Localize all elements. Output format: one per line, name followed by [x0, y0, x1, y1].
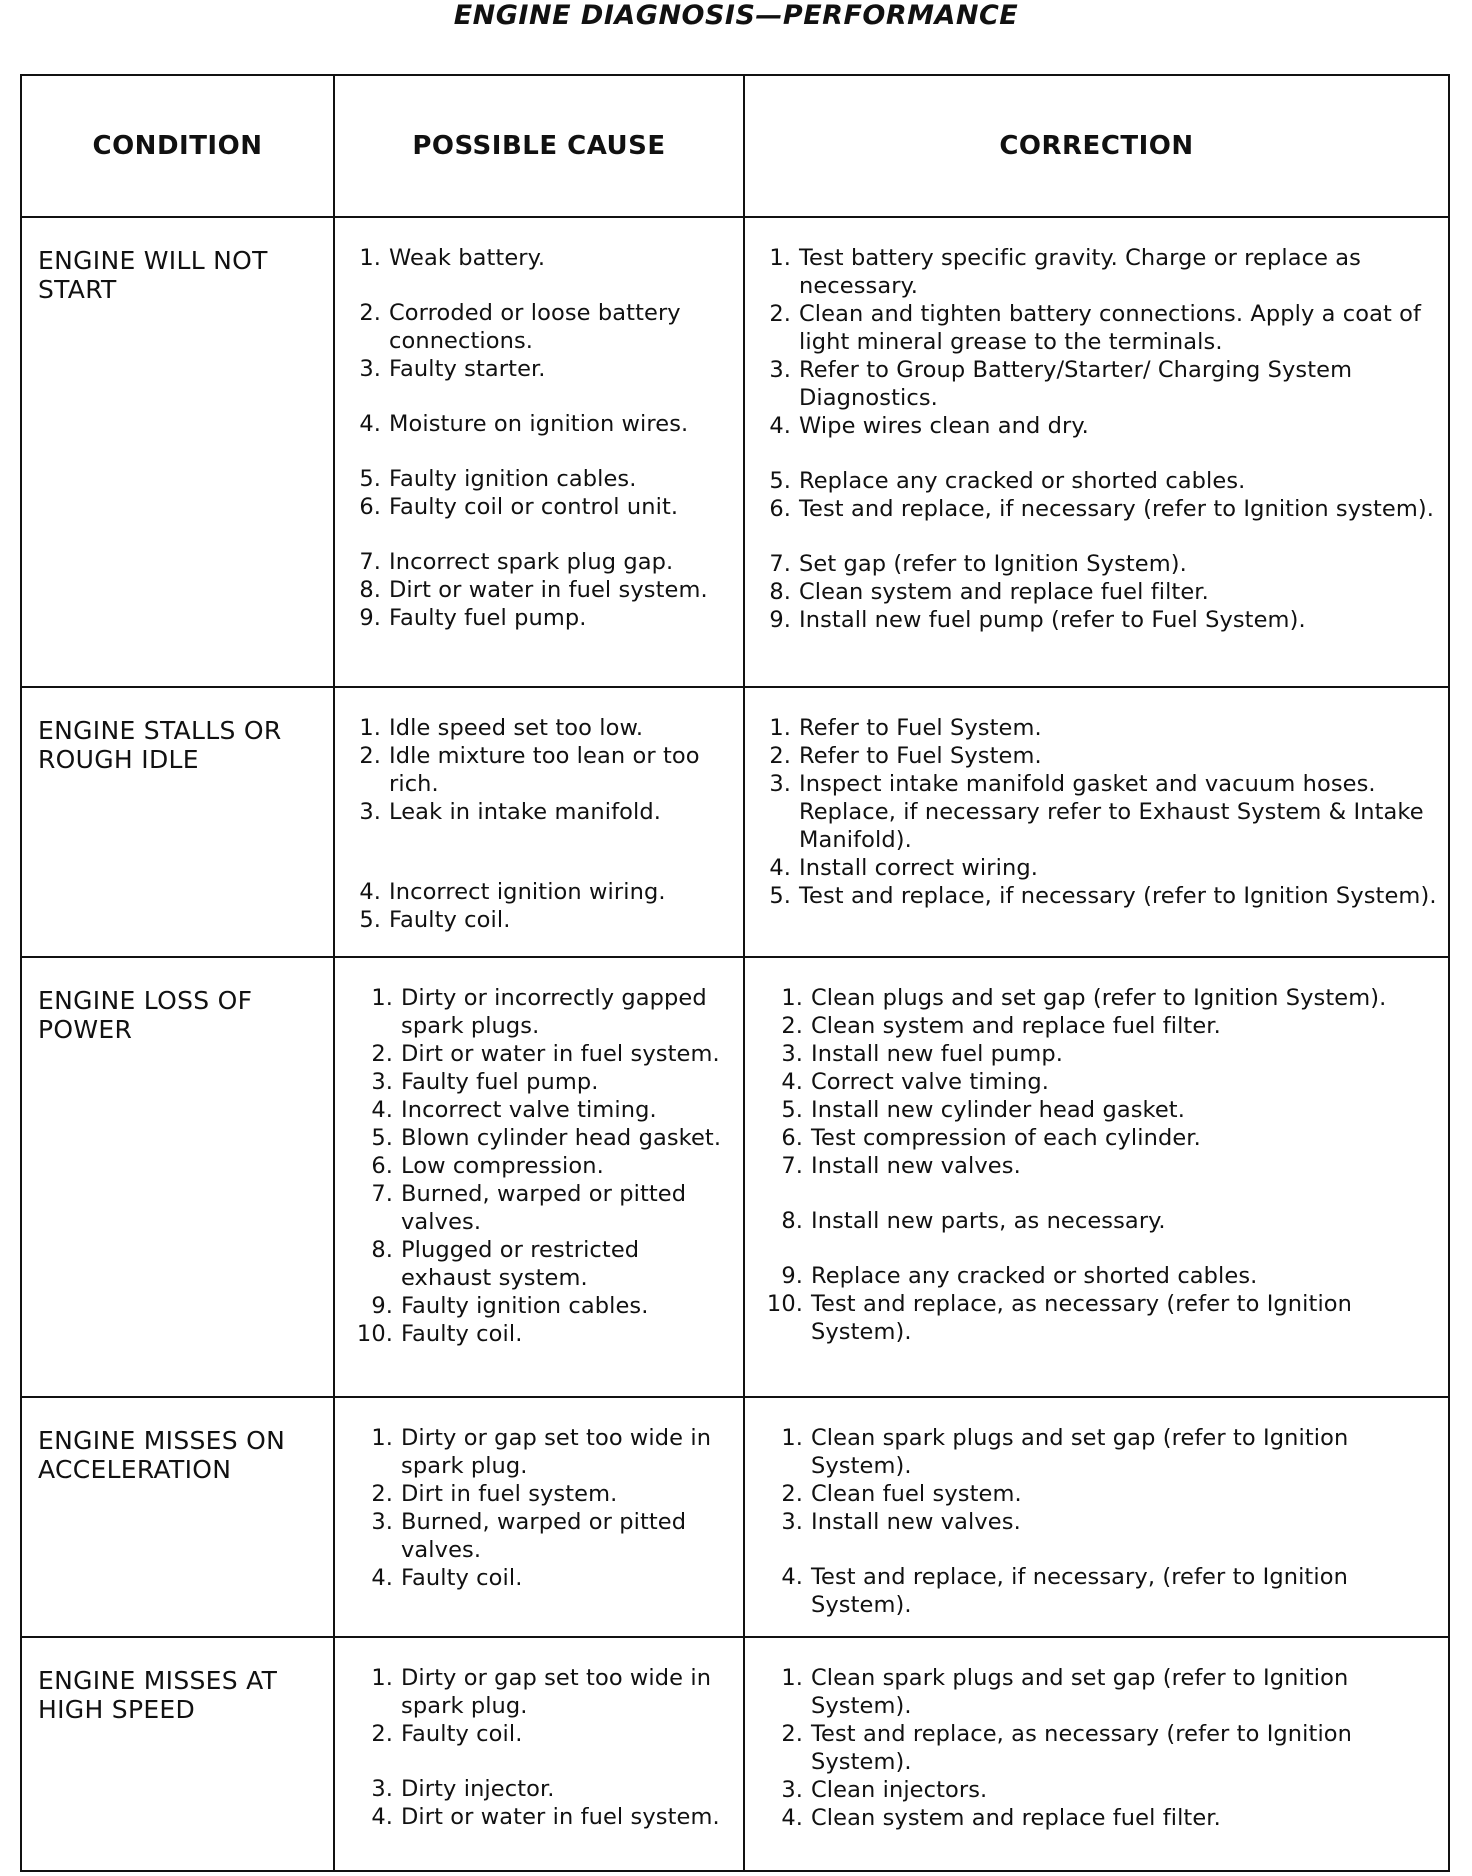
cause-cell	[334, 687, 744, 957]
correction-item	[759, 578, 1440, 606]
correction-list	[759, 714, 1440, 910]
item-text: Blown cylinder head gasket.	[401, 1125, 722, 1151]
item-text: Low compression.	[401, 1153, 604, 1179]
item-text: Refer to Fuel System.	[799, 743, 1042, 769]
item-text: Install new valves.	[811, 1153, 1021, 1179]
item-number: 1.	[769, 715, 791, 741]
item-text: Replace any cracked or shorted cables.	[811, 1263, 1258, 1289]
item-text: Clean and tighten battery connections. Apply a coat of light mineral grease to the terminals.	[799, 301, 1422, 355]
item-text: Wipe wires clean and dry.	[799, 413, 1089, 439]
item-number: 7.	[781, 1153, 803, 1179]
item-number: 9.	[769, 607, 791, 633]
cause-item	[349, 714, 735, 742]
item-number: 4.	[781, 1564, 803, 1590]
item-number: 2.	[371, 1481, 393, 1507]
item-text: Clean spark plugs and set gap (refer to Ignition System).	[811, 1425, 1349, 1479]
item-text: Set gap (refer to Ignition System).	[799, 551, 1187, 577]
item-text: Install new valves.	[811, 1509, 1021, 1535]
item-number: 7.	[359, 549, 381, 575]
item-text: Test compression of each cylinder.	[811, 1125, 1201, 1151]
item-text: Dirt or water in fuel system.	[401, 1804, 720, 1830]
item-text: Faulty coil.	[389, 907, 511, 933]
table-row	[21, 957, 1449, 1397]
cause-item	[349, 1803, 735, 1831]
diagnosis-table	[20, 74, 1450, 1872]
header-possible-cause: POSSIBLE CAUSE	[334, 75, 744, 217]
item-text: Refer to Group Battery/Starter/ Charging System Diagnostics.	[799, 357, 1353, 411]
item-number: 1.	[781, 985, 803, 1011]
cause-item	[349, 355, 735, 383]
correction-item	[759, 1664, 1440, 1720]
cause-item	[349, 1775, 735, 1803]
item-number: 7.	[769, 551, 791, 577]
correction-item	[759, 467, 1440, 495]
header-row	[21, 75, 1449, 217]
item-text: Clean system and replace fuel filter.	[811, 1013, 1221, 1039]
item-number: 10.	[356, 1321, 393, 1347]
correction-list	[759, 1424, 1440, 1619]
item-text: Correct valve timing.	[811, 1069, 1049, 1095]
item-text: Test and replace, as necessary (refer to Ignition System).	[811, 1721, 1353, 1775]
correction-item	[759, 356, 1440, 412]
item-number: 1.	[371, 1665, 393, 1691]
item-number: 3.	[769, 357, 791, 383]
item-text: Install correct wiring.	[799, 855, 1038, 881]
cause-item	[349, 984, 735, 1040]
item-number: 1.	[371, 1425, 393, 1451]
item-text: Test battery specific gravity. Charge or replace as necessary.	[799, 245, 1361, 299]
item-text: Faulty coil.	[401, 1565, 523, 1591]
item-text: Install new parts, as necessary.	[811, 1208, 1166, 1234]
item-text: Test and replace, as necessary (refer to Ignition System).	[811, 1291, 1353, 1345]
cause-cell	[334, 1637, 744, 1871]
item-text: Clean system and replace fuel filter.	[799, 579, 1209, 605]
correction-cell	[744, 957, 1449, 1397]
correction-item	[759, 714, 1440, 742]
table-row	[21, 217, 1449, 687]
correction-item	[759, 1804, 1440, 1832]
cause-item	[349, 1236, 735, 1292]
item-text: Dirty injector.	[401, 1776, 555, 1802]
cause-cell	[334, 217, 744, 687]
correction-item	[759, 1152, 1440, 1180]
item-number: 2.	[371, 1721, 393, 1747]
correction-item	[759, 770, 1440, 854]
item-number: 3.	[781, 1509, 803, 1535]
item-number: 4.	[371, 1804, 393, 1830]
item-number: 4.	[371, 1565, 393, 1591]
item-number: 4.	[769, 855, 791, 881]
item-text: Dirt in fuel system.	[401, 1481, 618, 1507]
item-number: 1.	[359, 715, 381, 741]
item-text: Incorrect valve timing.	[401, 1097, 657, 1123]
cause-item	[349, 410, 735, 438]
item-text: Install new cylinder head gasket.	[811, 1097, 1185, 1123]
item-number: 2.	[769, 301, 791, 327]
correction-item	[759, 1262, 1440, 1290]
condition-cell: ENGINE WILL NOT START	[21, 217, 334, 687]
item-number: 1.	[769, 245, 791, 271]
correction-cell	[744, 1397, 1449, 1637]
correction-item	[759, 1480, 1440, 1508]
item-number: 1.	[781, 1665, 803, 1691]
cause-list	[349, 984, 735, 1348]
item-number: 10.	[766, 1291, 803, 1317]
item-number: 3.	[359, 799, 381, 825]
cause-item	[349, 906, 735, 934]
item-text: Idle speed set too low.	[389, 715, 644, 741]
table-row	[21, 1637, 1449, 1871]
correction-item	[759, 606, 1440, 634]
item-text: Install new fuel pump (refer to Fuel System).	[799, 607, 1306, 633]
correction-cell	[744, 217, 1449, 687]
cause-item	[349, 1664, 735, 1720]
item-number: 6.	[359, 494, 381, 520]
item-text: Clean fuel system.	[811, 1481, 1022, 1507]
correction-item	[759, 550, 1440, 578]
item-number: 3.	[371, 1069, 393, 1095]
item-text: Refer to Fuel System.	[799, 715, 1042, 741]
cause-item	[349, 1040, 735, 1068]
table-row	[21, 1397, 1449, 1637]
item-number: 5.	[769, 468, 791, 494]
item-number: 3.	[781, 1777, 803, 1803]
correction-list	[759, 984, 1440, 1346]
item-text: Faulty fuel pump.	[401, 1069, 599, 1095]
item-text: Faulty coil.	[401, 1721, 523, 1747]
condition-cell: ENGINE LOSS OF POWER	[21, 957, 334, 1397]
item-number: 5.	[781, 1097, 803, 1123]
item-text: Clean spark plugs and set gap (refer to Ignition System).	[811, 1665, 1349, 1719]
cause-list	[349, 244, 735, 632]
cause-item	[349, 1720, 735, 1748]
item-text: Clean plugs and set gap (refer to Ignition System).	[811, 985, 1387, 1011]
item-text: Dirt or water in fuel system.	[401, 1041, 720, 1067]
item-text: Moisture on ignition wires.	[389, 411, 689, 437]
correction-item	[759, 1040, 1440, 1068]
correction-item	[759, 882, 1440, 910]
item-number: 5.	[371, 1125, 393, 1151]
cause-cell	[334, 1397, 744, 1637]
cause-item	[349, 244, 735, 272]
item-text: Clean injectors.	[811, 1777, 988, 1803]
cause-cell	[334, 957, 744, 1397]
correction-cell	[744, 687, 1449, 957]
item-number: 3.	[781, 1041, 803, 1067]
item-text: Plugged or restricted exhaust system.	[401, 1237, 640, 1291]
correction-item	[759, 1012, 1440, 1040]
item-number: 8.	[371, 1237, 393, 1263]
cause-item	[349, 1152, 735, 1180]
cause-item	[349, 1508, 735, 1564]
header-condition: CONDITION	[21, 75, 334, 217]
correction-list	[759, 244, 1440, 634]
condition-cell: ENGINE STALLS OR ROUGH IDLE	[21, 687, 334, 957]
item-number: 9.	[781, 1263, 803, 1289]
correction-item	[759, 1508, 1440, 1536]
header-correction: CORRECTION	[744, 75, 1449, 217]
item-text: Faulty coil or control unit.	[389, 494, 679, 520]
item-text: Dirty or incorrectly gapped spark plugs.	[401, 985, 707, 1039]
item-text: Replace any cracked or shorted cables.	[799, 468, 1246, 494]
item-number: 4.	[781, 1069, 803, 1095]
item-number: 1.	[359, 245, 381, 271]
cause-item	[349, 1096, 735, 1124]
item-number: 4.	[781, 1805, 803, 1831]
correction-item	[759, 1424, 1440, 1480]
item-text: Idle mixture too lean or too rich.	[389, 743, 700, 797]
cause-item	[349, 1292, 735, 1320]
item-text: Faulty starter.	[389, 356, 546, 382]
item-text: Test and replace, if necessary, (refer to Ignition System).	[811, 1564, 1348, 1618]
cause-item	[349, 576, 735, 604]
item-number: 7.	[371, 1181, 393, 1207]
cause-item	[349, 604, 735, 632]
cause-item	[349, 1480, 735, 1508]
page-title: ENGINE DIAGNOSIS—PERFORMANCE	[453, 0, 1019, 31]
item-number: 2.	[781, 1481, 803, 1507]
item-text: Faulty coil.	[401, 1321, 523, 1347]
item-text: Incorrect ignition wiring.	[389, 879, 666, 905]
item-number: 5.	[769, 883, 791, 909]
correction-item	[759, 1096, 1440, 1124]
item-number: 2.	[371, 1041, 393, 1067]
item-text: Faulty ignition cables.	[401, 1293, 649, 1319]
item-number: 5.	[359, 466, 381, 492]
item-number: 8.	[769, 579, 791, 605]
item-number: 2.	[359, 743, 381, 769]
cause-list	[349, 1664, 735, 1831]
correction-item	[759, 244, 1440, 300]
correction-item	[759, 1290, 1440, 1346]
item-number: 5.	[359, 907, 381, 933]
cause-item	[349, 1124, 735, 1152]
correction-item	[759, 1563, 1440, 1619]
item-number: 2.	[781, 1721, 803, 1747]
condition-cell: ENGINE MISSES AT HIGH SPEED	[21, 1637, 334, 1871]
cause-item	[349, 742, 735, 798]
item-text: Corroded or loose battery connections.	[389, 300, 681, 354]
item-text: Faulty fuel pump.	[389, 605, 587, 631]
item-text: Test and replace, if necessary (refer to Ignition system).	[799, 496, 1435, 522]
item-text: Faulty ignition cables.	[389, 466, 637, 492]
correction-cell	[744, 1637, 1449, 1871]
item-number: 9.	[371, 1293, 393, 1319]
item-number: 8.	[781, 1208, 803, 1234]
cause-item	[349, 1564, 735, 1592]
correction-item	[759, 1207, 1440, 1235]
correction-item	[759, 854, 1440, 882]
item-number: 4.	[371, 1097, 393, 1123]
correction-item	[759, 984, 1440, 1012]
item-number: 2.	[769, 743, 791, 769]
item-number: 6.	[781, 1125, 803, 1151]
item-text: Inspect intake manifold gasket and vacuum hoses. Replace, if necessary refer to Exhaust System & Intake Manifold).	[799, 771, 1424, 853]
correction-item	[759, 1776, 1440, 1804]
item-number: 2.	[781, 1013, 803, 1039]
correction-item	[759, 495, 1440, 523]
item-number: 2.	[359, 300, 381, 326]
item-number: 8.	[359, 577, 381, 603]
item-text: Incorrect spark plug gap.	[389, 549, 674, 575]
correction-item	[759, 1720, 1440, 1776]
cause-item	[349, 493, 735, 521]
item-number: 3.	[371, 1509, 393, 1535]
cause-item	[349, 1180, 735, 1236]
cause-item	[349, 1424, 735, 1480]
item-text: Dirt or water in fuel system.	[389, 577, 708, 603]
item-number: 1.	[371, 985, 393, 1011]
item-number: 3.	[769, 771, 791, 797]
correction-item	[759, 412, 1440, 440]
item-number: 1.	[781, 1425, 803, 1451]
item-text: Dirty or gap set too wide in spark plug.	[401, 1425, 712, 1479]
cause-item	[349, 878, 735, 906]
item-text: Burned, warped or pitted valves.	[401, 1181, 687, 1235]
item-number: 3.	[371, 1776, 393, 1802]
correction-list	[759, 1664, 1440, 1832]
item-text: Test and replace, if necessary (refer to Ignition System).	[799, 883, 1437, 909]
table-body	[21, 217, 1449, 1871]
correction-item	[759, 1124, 1440, 1152]
item-number: 9.	[359, 605, 381, 631]
item-text: Dirty or gap set too wide in spark plug.	[401, 1665, 712, 1719]
item-number: 4.	[359, 879, 381, 905]
cause-item	[349, 1068, 735, 1096]
condition-cell: ENGINE MISSES ON ACCELERATION	[21, 1397, 334, 1637]
item-text: Leak in intake manifold.	[389, 799, 661, 825]
item-number: 3.	[359, 356, 381, 382]
table-row	[21, 687, 1449, 957]
correction-item	[759, 300, 1440, 356]
item-number: 6.	[371, 1153, 393, 1179]
item-number: 4.	[359, 411, 381, 437]
cause-list	[349, 714, 735, 934]
correction-item	[759, 742, 1440, 770]
cause-list	[349, 1424, 735, 1592]
cause-item	[349, 1320, 735, 1348]
cause-item	[349, 465, 735, 493]
item-text: Weak battery.	[389, 245, 546, 271]
cause-item	[349, 299, 735, 355]
correction-item	[759, 1068, 1440, 1096]
item-text: Clean system and replace fuel filter.	[811, 1805, 1221, 1831]
item-text: Burned, warped or pitted valves.	[401, 1509, 687, 1563]
cause-item	[349, 548, 735, 576]
cause-item	[349, 798, 735, 826]
item-text: Install new fuel pump.	[811, 1041, 1064, 1067]
item-number: 4.	[769, 413, 791, 439]
item-number: 6.	[769, 496, 791, 522]
